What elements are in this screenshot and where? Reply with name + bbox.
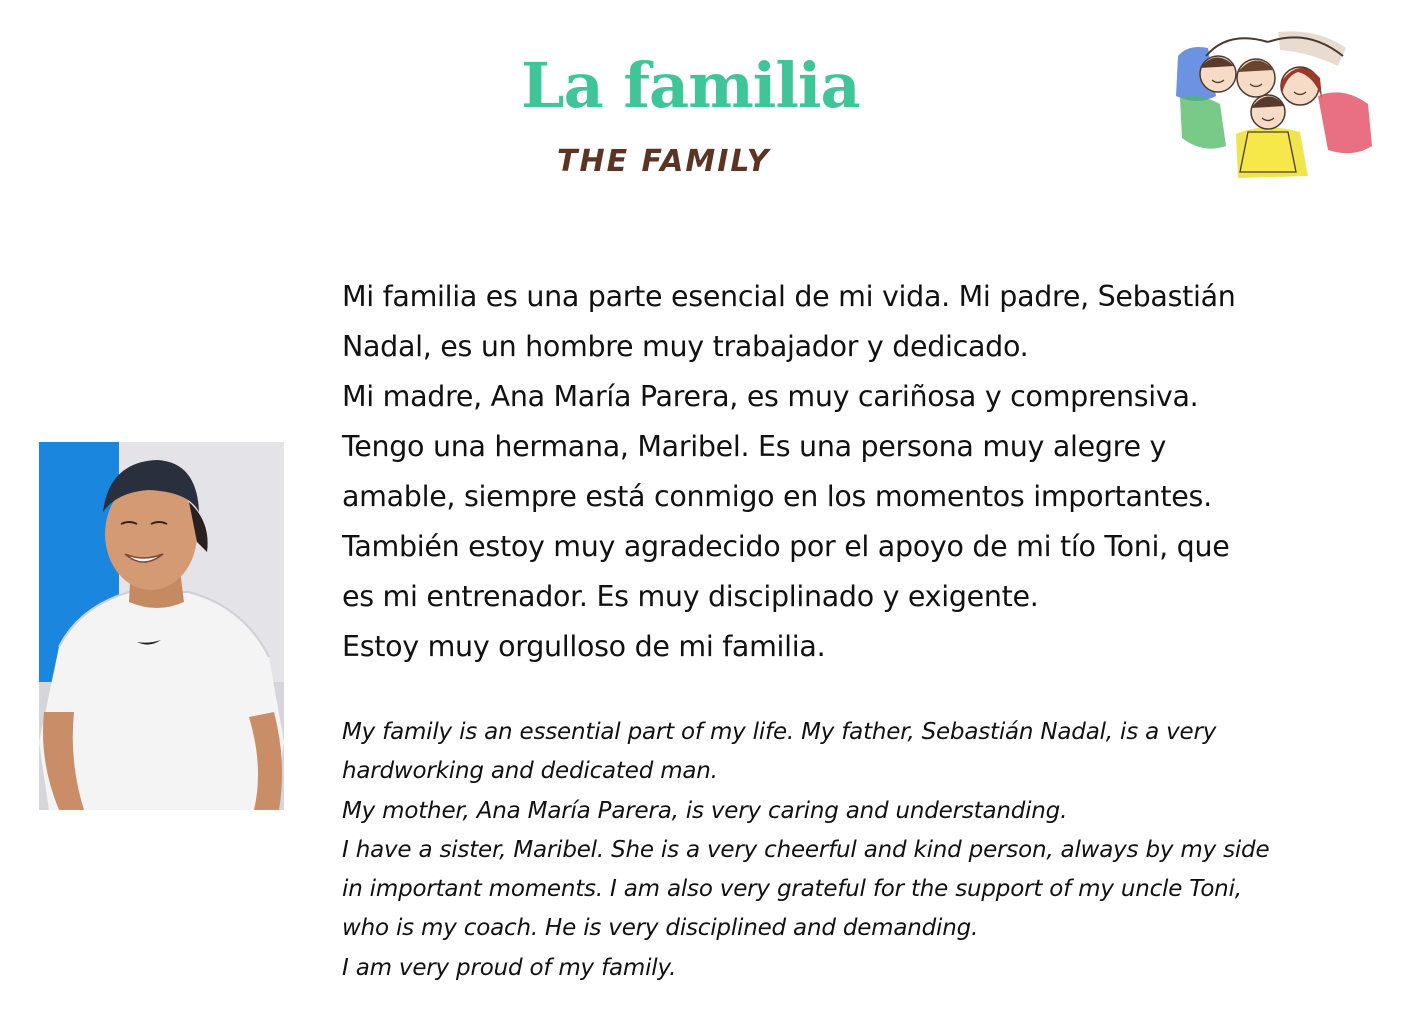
spanish-line: Mi familia es una parte esencial de mi vida. Mi padre, Sebastián	[342, 280, 1236, 313]
tennis-player-photo	[39, 442, 284, 810]
spanish-line: Estoy muy orgulloso de mi familia.	[342, 630, 826, 663]
english-line: I am very proud of my family.	[342, 954, 677, 981]
english-line: My mother, Ana María Parera, is very caring and understanding.	[342, 797, 1068, 824]
english-translation	[342, 713, 1342, 988]
family-drawing-icon	[1168, 26, 1378, 182]
english-line: My family is an essential part of my life. My father, Sebastián Nadal, is a very	[342, 719, 1217, 745]
spanish-paragraph	[342, 272, 1342, 672]
page-title: La familia	[521, 49, 860, 122]
spanish-line: es mi entrenador. Es muy disciplinado y exigente.	[342, 580, 1039, 613]
spanish-line: Nadal, es un hombre muy trabajador y dedicado.	[342, 330, 1029, 363]
spanish-line: Tengo una hermana, Maribel. Es una persona muy alegre y	[342, 430, 1167, 463]
spanish-line: También estoy muy agradecido por el apoyo de mi tío Toni, que	[342, 530, 1230, 563]
spanish-line: Mi madre, Ana María Parera, es muy cariñosa y comprensiva.	[342, 380, 1199, 413]
page-subtitle: THE FAMILY	[557, 144, 771, 179]
english-line: I have a sister, Maribel. She is a very cheerful and kind person, always by my side	[342, 836, 1270, 863]
spanish-line: amable, siempre está conmigo en los momentos importantes.	[342, 480, 1212, 513]
english-line: who is my coach. He is very disciplined and demanding.	[342, 915, 979, 942]
english-line: in important moments. I am also very grateful for the support of my uncle Toni,	[342, 876, 1242, 903]
english-line: hardworking and dedicated man.	[342, 758, 718, 785]
